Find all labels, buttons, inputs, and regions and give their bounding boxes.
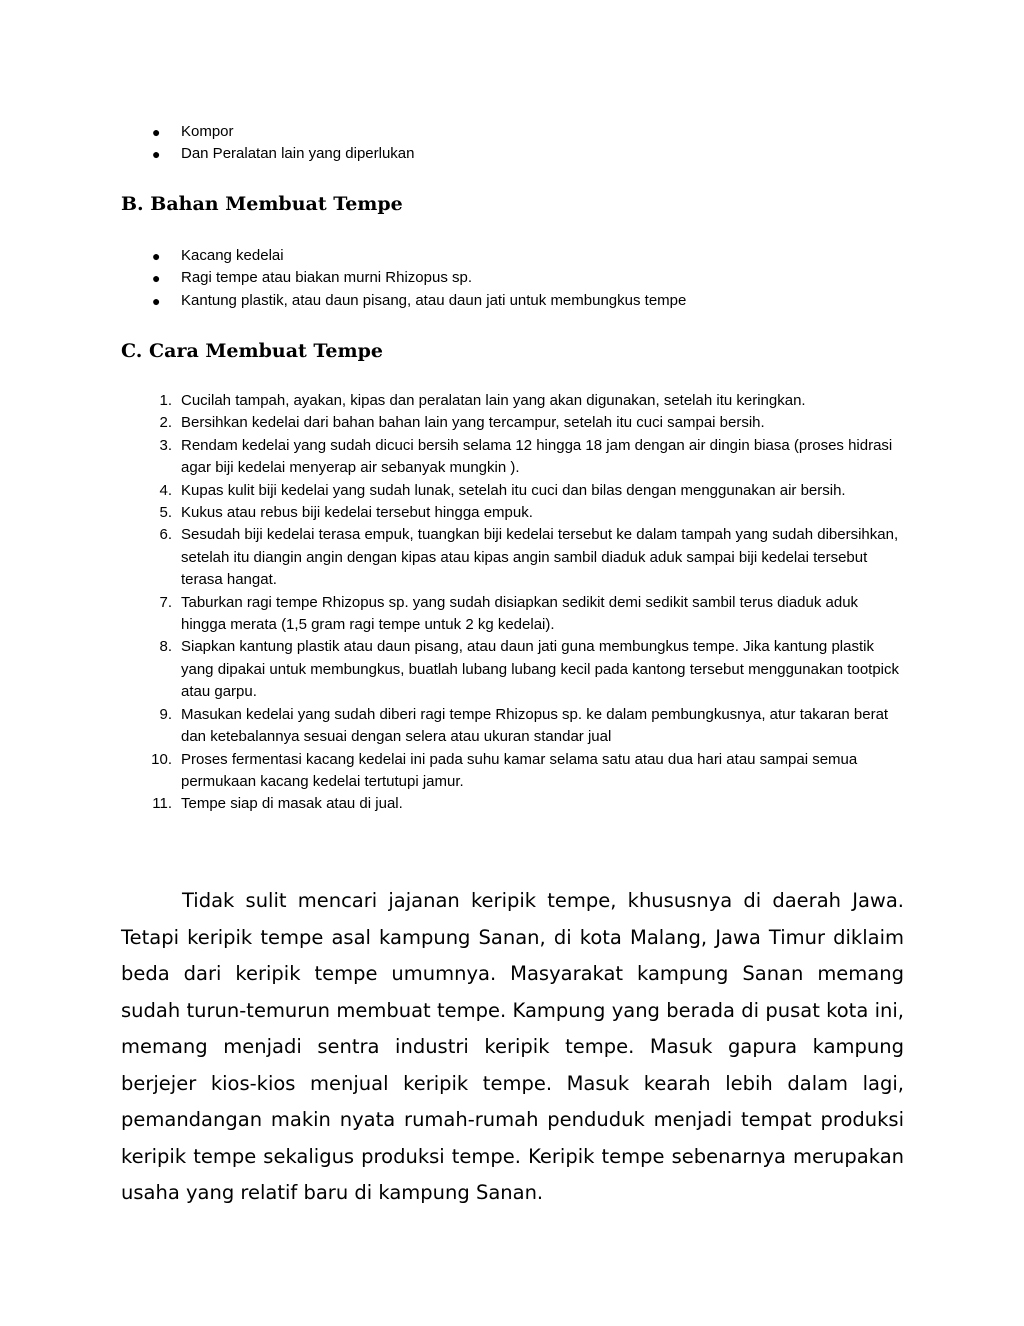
step-text: Siapkan kantung plastik atau daun pisang, atau daun jati guna membungkus tempe. Jika kantung plastik yang dipakai untuk membungkus, buatlah lubang lubang kecil pada kantong tersebut menggunakan tootpick atau garpu. [181,638,900,701]
bullet-icon: ● [152,270,161,287]
step-item [0,480,906,502]
step-item [0,412,906,434]
list-item [0,143,906,165]
list-item [0,245,906,267]
step-number: 6. [159,526,172,544]
step-item [0,636,906,703]
list-item-text: Ragi tempe atau biakan murni Rhizopus sp. [181,269,472,287]
tools-list [0,121,1024,166]
step-item [0,749,906,794]
step-text: Masukan kedelai yang sudah diberi ragi tempe Rhizopus sp. ke dalam pembungkusnya, atur takaran berat dan ketebalannya sesuai dengan selera atau ukuran standar jual [181,705,889,746]
step-text: Tempe siap di masak atau di jual. [181,795,403,813]
step-text: Cucilah tampah, ayakan, kipas dan peralatan lain yang akan digunakan, setelah itu keringkan. [181,392,806,409]
step-text: Sesudah biji kedelai terasa empuk, tuangkan biji kedelai tersebut ke dalam tampah yang sudah dibersihkan, setelah itu diangin angin dengan kipas atau kipas angin sambil diaduk aduk sampai biji kedelai tersebut terasa hangat. [181,526,899,589]
list-item-text: Dan Peralatan lain yang diperlukan [181,145,415,163]
step-text: Bersihkan kedelai dari bahan bahan lain yang tercampur, setelah itu cuci sampai bersih. [181,414,765,432]
step-item [0,524,906,591]
step-number: 9. [159,705,172,723]
section-b-heading: B. Bahan Membuat Tempe [121,193,403,215]
bullet-icon: ● [152,124,161,140]
step-number: 8. [159,638,172,656]
step-number: 2. [159,414,172,432]
list-item [0,121,906,143]
step-number: 10. [151,750,172,768]
list-item-text: Kacang kedelai [181,247,284,264]
step-text: Proses fermentasi kacang kedelai ini pada suhu kamar selama satu atau dua hari atau sampai semua permukaan kacang kedelai tertutupi jamur. [181,750,858,790]
list-item-text: Kompor [181,123,234,140]
step-item [0,502,906,524]
list-item-text: Kantung plastik, atau daun pisang, atau daun jati untuk membungkus tempe [181,291,687,309]
step-item [0,704,906,749]
list-item [0,290,906,312]
step-text: Kupas kulit biji kedelai yang sudah lunak, setelah itu cuci dan bilas dengan menggunakan air bersih. [181,481,846,499]
step-text: Rendam kedelai yang sudah dicuci bersih selama 12 hingga 18 jam dengan air dingin biasa (proses hidrasi agar biji kedelai menyerap air sebanyak mungkin ). [181,436,893,477]
step-number: 1. [159,392,172,409]
bullet-icon: ● [152,146,161,163]
step-number: 7. [159,593,172,611]
step-text: Taburkan ragi tempe Rhizopus sp. yang sudah disiapkan sedikit demi sedikit sambil terus diaduk aduk hingga merata (1,5 gram ragi tempe untuk 2 kg kedelai). [181,593,859,634]
steps-list [0,390,1024,816]
step-item [0,592,906,637]
step-text: Kukus atau rebus biji kedelai tersebut hingga empuk. [181,504,533,522]
body-paragraph: Tidak sulit mencari jajanan keripik tempe, khususnya di daerah Jawa. Tetapi keripik tempe asal kampung Sanan, di kota Malang, Jawa Timur diklaim beda dari keripik tempe umumnya. Masyarakat kampung Sanan memang sudah turun-temurun membuat tempe. Kampung yang berada di pusat kota ini, memang menjadi sentra industri keripik tempe. Masuk gapura kampung berjejer kios-kios menjual keripik tempe. Masuk kearah lebih dalam lagi, pemandangan makin nyata rumah-rumah penduduk menjadi tempat produksi keripik tempe sekaligus produksi tempe. Keripik tempe sebenarnya merupakan usaha yang relatif baru di kampung Sanan. [121,889,904,1204]
step-item [0,390,906,412]
section-c-heading: C. Cara Membuat Tempe [121,340,383,362]
step-number: 5. [159,504,172,522]
step-item [0,435,906,480]
step-number: 3. [159,436,172,454]
bullet-icon: ● [152,292,161,309]
step-number: 11. [152,795,172,813]
step-number: 4. [159,481,172,499]
list-item [0,267,906,289]
bullet-icon: ● [152,248,161,264]
ingredients-list [0,245,1024,312]
step-item [0,793,906,815]
